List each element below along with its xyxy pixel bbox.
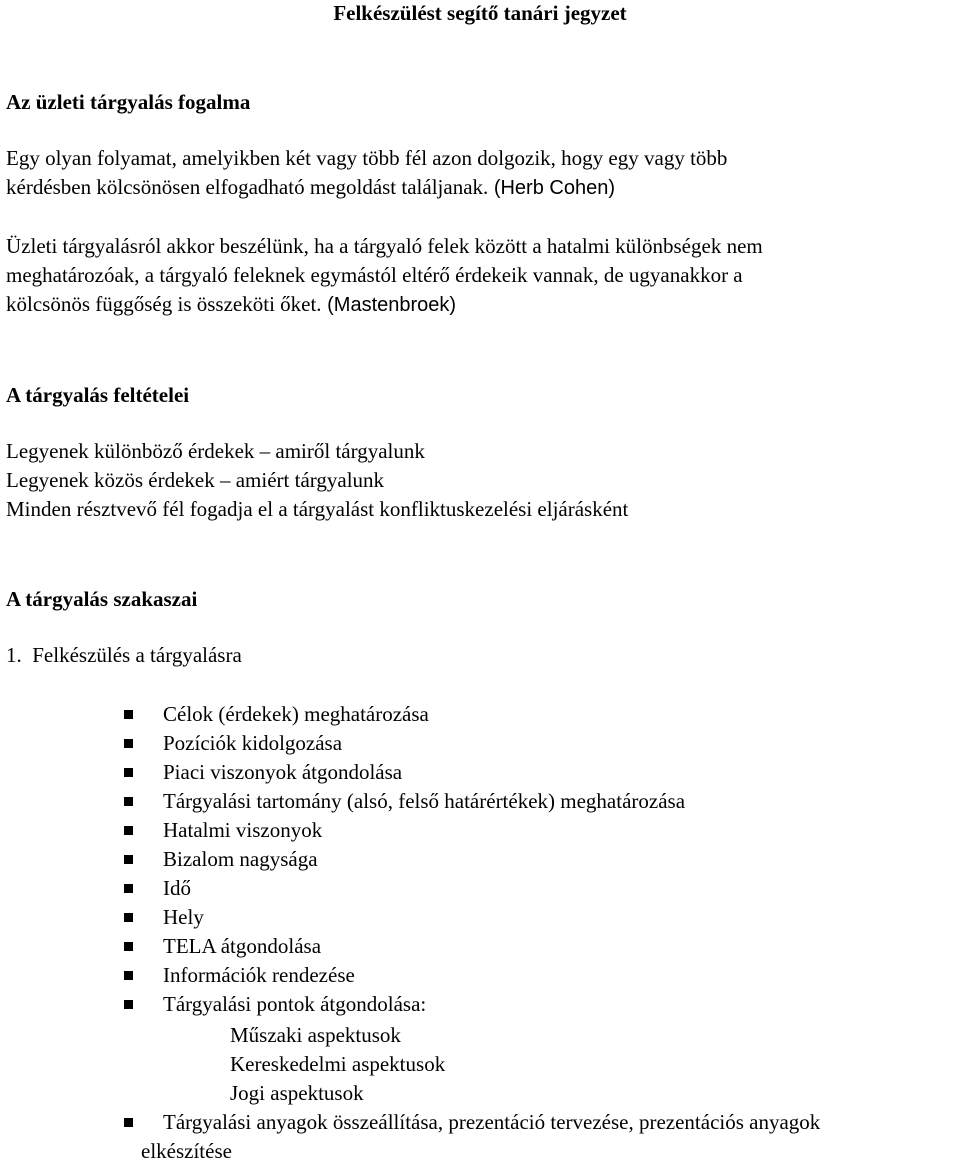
heading-business-negotiation-definition: Az üzleti tárgyalás fogalma [6, 90, 251, 114]
conditions-list [6, 437, 628, 524]
list-item [124, 903, 685, 932]
list-item [124, 932, 685, 961]
paragraph-line: Üzleti tárgyalásról akkor beszélünk, ha a tárgyaló felek között a hatalmi különbségek nem [6, 234, 763, 258]
definition-paragraph-mastenbroek [6, 232, 763, 320]
list-item-label: Bizalom nagysága [163, 847, 318, 871]
list-item [124, 990, 685, 1019]
square-bullet-icon [124, 855, 133, 864]
sub-item-commercial: Kereskedelmi aspektusok [230, 1052, 446, 1076]
list-item-label: Tárgyalási pontok átgondolása: [163, 992, 427, 1016]
list-item-label: Hely [163, 905, 204, 929]
heading-negotiation-stages: A tárgyalás szakaszai [6, 587, 198, 611]
list-item-label: Hatalmi viszonyok [163, 818, 323, 842]
square-bullet-icon [124, 884, 133, 893]
paragraph-line [6, 290, 763, 320]
list-item-label: Pozíciók kidolgozása [163, 731, 343, 755]
list-item [124, 787, 685, 816]
list-item-label: Idő [163, 876, 191, 900]
list-item [124, 700, 685, 729]
paragraph-text: kölcsönös függőség is összeköti őket. [6, 292, 322, 316]
page-title: Felkészülést segítő tanári jegyzet [333, 1, 627, 25]
list-item-label: Piaci viszonyok átgondolása [163, 760, 403, 784]
paragraph-line: meghatározóak, a tárgyaló feleknek egymástól eltérő érdekeik vannak, de ugyanakkor a [6, 263, 743, 287]
list-item [124, 845, 685, 874]
square-bullet-icon [124, 942, 133, 951]
square-bullet-icon [124, 826, 133, 835]
stage-step-1: 1. Felkészülés a tárgyalásra [6, 643, 242, 667]
list-item-label: Tárgyalási anyagok összeállítása, prezentáció tervezése, prezentációs anyagok [163, 1110, 821, 1134]
sub-item-technical: Műszaki aspektusok [230, 1023, 401, 1047]
paragraph-line [6, 173, 727, 203]
list-item-label: Tárgyalási tartomány (alsó, felső határértékek) meghatározása [163, 789, 686, 813]
square-bullet-icon [124, 971, 133, 980]
square-bullet-icon [124, 1118, 133, 1127]
list-item-label-continuation: elkészítése [141, 1139, 232, 1163]
list-item-label: TELA átgondolása [163, 934, 322, 958]
list-item [124, 816, 685, 845]
citation-herb-cohen: (Herb Cohen) [488, 177, 615, 199]
list-item [124, 874, 685, 903]
heading-negotiation-conditions: A tárgyalás feltételei [6, 383, 190, 407]
list-item-label: Információk rendezése [163, 963, 355, 987]
list-item [124, 729, 685, 758]
sub-item-legal: Jogi aspektusok [230, 1081, 364, 1105]
square-bullet-icon [124, 1000, 133, 1009]
paragraph-line: Egy olyan folyamat, amelyikben két vagy több fél azon dolgozik, hogy egy vagy több [6, 146, 728, 170]
square-bullet-icon [124, 797, 133, 806]
paragraph-text: kérdésben kölcsönösen elfogadható megoldást találjanak. [6, 175, 489, 199]
list-item-label: Célok (érdekek) meghatározása [163, 702, 429, 726]
list-item [124, 758, 685, 787]
square-bullet-icon [124, 768, 133, 777]
condition-item: Legyenek közös érdekek – amiért tárgyalunk [6, 468, 385, 492]
preparation-bullet-list [124, 700, 685, 1019]
citation-mastenbroek: (Mastenbroek) [321, 294, 457, 316]
square-bullet-icon [124, 739, 133, 748]
square-bullet-icon [124, 913, 133, 922]
list-item [124, 961, 685, 990]
condition-item: Legyenek különböző érdekek – amiről tárgyalunk [6, 439, 425, 463]
condition-item: Minden résztvevő fél fogadja el a tárgyalást konfliktuskezelési eljárásként [6, 497, 629, 521]
definition-paragraph-cohen [6, 144, 727, 203]
square-bullet-icon [124, 710, 133, 719]
